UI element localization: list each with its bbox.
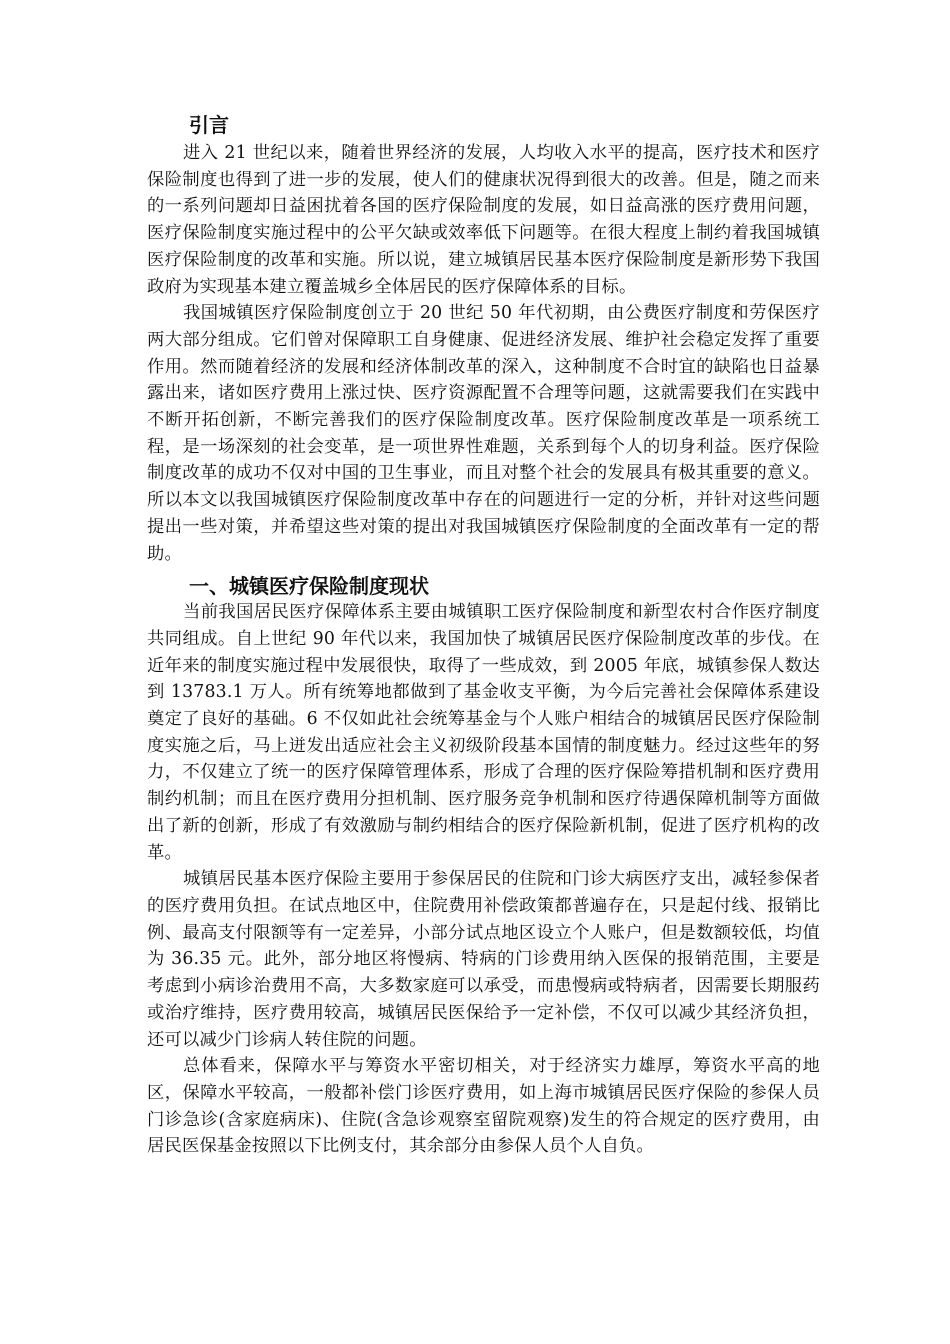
intro-paragraph-2: 我国城镇医疗保险制度创立于 20 世纪 50 年代初期，由公费医疗制度和劳保医疗两大部分组成。它们曾对保障职工自身健康、促进经济发展、维护社会稳定发挥了重要作用。然而随着经济的发展和经济体制改革的深入，这种制度不合时宜的缺陷也日益暴露出来，诸如医疗费用上涨过快、医疗资源配置不合理等问题，这就需要我们在实践中不断开拓创新，不断完善我们的医疗保险制度改革。医疗保险制度改革是一项系统工程，是一场深刻的社会变革，是一项世界性难题，关系到每个人的切身利益。医疗保险制度改革的成功不仅对中国的卫生事业，而且对整个社会的发展具有极其重要的意义。所以本文以我国城镇医疗保险制度改革中存在的问题进行一定的分析，并针对这些问题提出一些对策，并希望这些对策的提出对我国城镇医疗保险制度的全面改革有一定的帮助。 [147,303,820,564]
section-1-heading: 一、城镇医疗保险制度现状 [189,574,429,599]
section-1-paragraph-3: 总体看来，保障水平与筹资水平密切相关，对于经济实力雄厚，筹资水平高的地区，保障水平较高，一般都补偿门诊医疗费用，如上海市城镇居民医疗保险的参保人员门诊急诊(含家庭病床)、住院(含急诊观察室留院观察)发生的符合规定的医疗费用，由居民医保基金按照以下比例支付，其余部分由参保人员个人自负。 [147,1056,820,1157]
section-1-paragraph-2: 城镇居民基本医疗保险主要用于参保居民的住院和门诊大病医疗支出，减轻参保者的医疗费用负担。在试点地区中，住院费用补偿政策都普遍存在，只是起付线、报销比例、最高支付限额等有一定差异，小部分试点地区设立个人账户，但是数额较低，均值为 36.35 元。此外，部分地区将慢病、特病的门诊费用纳入医保的报销范围，主要是考虑到小病诊治费用不高，大多数家庭可以承受，而患慢病或特病者，因需要长期服药或治疗维持，医疗费用较高，城镇居民医保给予一定补偿，不仅可以减少其经济负担，还可以减少门诊病人转住院的问题。 [147,869,820,1050]
section-1-paragraph-1: 当前我国居民医疗保障体系主要由城镇职工医疗保险制度和新型农村合作医疗制度共同组成。自上世纪 90 年代以来，我国加快了城镇居民医疗保险制度改革的步伐。在近年来的制度实施过程中发展很快，取得了一些成效，到 2005 年底，城镇参保人数达到 13783.1 万人。所有统筹地都做到了基金收支平衡，为今后完善社会保障体系建设奠定了良好的基础。6 不仅如此社会统筹基金与个人账户相结合的城镇居民医疗保险制度实施之后，马上迸发出适应社会主义初级阶段基本国情的制度魅力。经过这些年的努力，不仅建立了统一的医疗保障管理体系，形成了合理的医疗保险筹措机制和医疗费用制约机制；而且在医疗费用分担机制、医疗服务竞争机制和医疗待遇保障机制等方面做出了新的创新，形成了有效激励与制约相结合的医疗保险新机制，促进了医疗机构的改革。 [147,602,820,863]
document-body [147,112,820,1160]
intro-paragraph-1: 进入 21 世纪以来，随着世界经济的发展，人均收入水平的提高，医疗技术和医疗保险制度也得到了进一步的发展，使人们的健康状况得到很大的改善。但是，随之而来的一系列问题却日益困扰着各国的医疗保险制度的发展，如日益高涨的医疗费用问题，医疗保险制度实施过程中的公平欠缺或效率低下问题等。在很大程度上制约着我国城镇医疗保险制度的改革和实施。所以说，建立城镇居民基本医疗保险制度是新形势下我国政府为实现基本建立覆盖城乡全体居民的医疗保障体系的目标。 [147,143,820,297]
intro-heading: 引言 [189,113,229,137]
